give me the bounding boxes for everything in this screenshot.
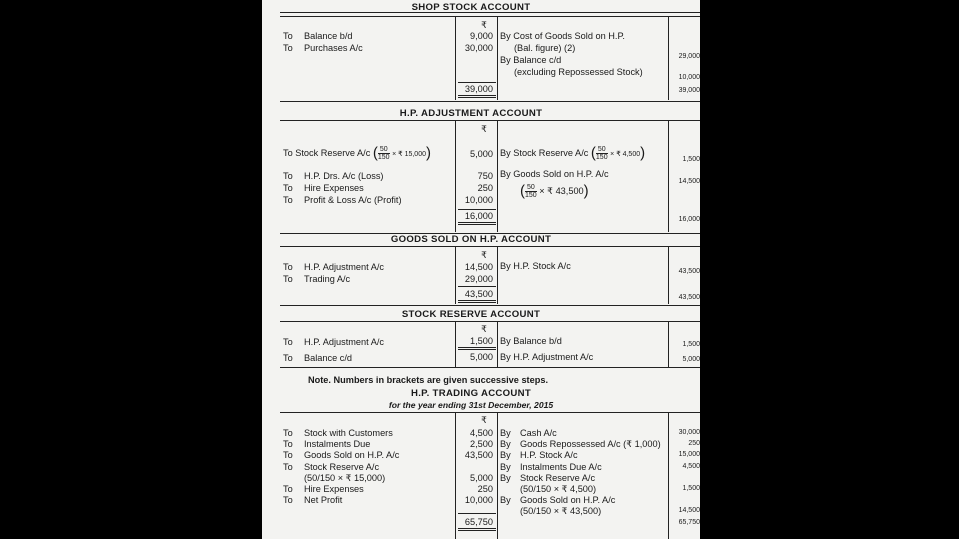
col-rule: [497, 16, 498, 100]
dr-particular: Balance b/d: [304, 31, 353, 41]
total: 65,750: [678, 519, 700, 526]
rule: [280, 120, 700, 121]
cr-by: By: [500, 450, 511, 461]
trading-title: H.P. TRADING ACCOUNT: [410, 388, 532, 399]
fraction-tail: × ₹ 43,500: [539, 186, 584, 196]
dr-particular: Purchases A/c: [304, 43, 363, 53]
rule: [280, 16, 700, 17]
dr-particular: [283, 145, 431, 163]
dr-to: To: [283, 262, 293, 272]
double-rule: [458, 528, 496, 531]
dr-amount: 250: [477, 484, 493, 494]
dr-to: To: [283, 171, 293, 181]
dr-amount: 5,000: [470, 352, 493, 362]
trading-subtitle: for the year ending 31st December, 2015: [388, 400, 554, 410]
cr-amount: 5,000: [682, 356, 700, 363]
rupee-symbol: ₹: [481, 324, 487, 334]
cr-amount: 15,000: [678, 451, 700, 459]
dr-to: To: [283, 43, 293, 53]
paren: ): [640, 144, 646, 162]
rule: [280, 305, 700, 306]
dr-amount: 10,000: [464, 195, 493, 205]
dr-to: To: [283, 439, 293, 450]
cr-particular: Goods Repossessed A/c (₹ 1,000): [520, 439, 661, 450]
cr-particular: (50/150 × ₹ 43,500): [520, 506, 602, 517]
cr-particular: By Balance b/d: [500, 336, 562, 346]
dr-amount: 43,500: [464, 450, 493, 461]
col-rule: [497, 120, 498, 232]
note-text: [308, 375, 548, 385]
rule: [280, 246, 700, 247]
dr-to: To: [283, 183, 293, 193]
paren: (: [590, 144, 596, 162]
dr-particular: H.P. Drs. A/c (Loss): [304, 171, 384, 181]
dr-amount: 250: [477, 183, 493, 193]
total: 16,000: [464, 211, 493, 221]
cr-amount: 10,000: [678, 74, 700, 81]
fraction: [596, 146, 608, 161]
stock-reserve-label: By Stock Reserve A/c: [500, 148, 589, 158]
paren: (: [520, 182, 525, 200]
dr-to: To: [283, 31, 293, 41]
dr-particular: Instalments Due: [304, 439, 371, 450]
dr-particular: H.P. Adjustment A/c: [304, 337, 385, 347]
dr-particular: Net Profit: [304, 495, 343, 506]
cr-particular: [520, 183, 589, 200]
cr-amount: 14,500: [678, 178, 700, 185]
cr-amount: 4,500: [682, 462, 700, 470]
hpadj-title: H.P. ADJUSTMENT ACCOUNT: [399, 108, 543, 119]
rupee-symbol: ₹: [481, 124, 487, 134]
dr-amount: 750: [477, 171, 493, 181]
rule: [280, 367, 700, 368]
total-rule: [458, 513, 496, 514]
dr-to: To: [283, 484, 293, 494]
rule: [280, 412, 700, 413]
cr-particular: By Goods Sold on H.P. A/c: [500, 169, 609, 179]
total-rule: [458, 82, 496, 83]
dr-particular: H.P. Adjustment A/c: [304, 262, 385, 272]
rule: [280, 101, 700, 102]
paren: ): [583, 182, 589, 200]
total: 39,000: [464, 84, 493, 94]
dr-to: To: [283, 428, 293, 438]
dr-amount: 1,500: [470, 336, 493, 346]
dr-particular: Stock Reserve A/c: [304, 461, 380, 472]
dr-to: To: [283, 450, 293, 461]
dr-amount: 30,000: [464, 43, 493, 53]
dr-to: To: [283, 274, 293, 284]
stock-reserve-label: To Stock Reserve A/c: [283, 148, 371, 158]
shop-title: SHOP STOCK ACCOUNT: [411, 2, 531, 13]
cr-particular: (excluding Repossessed Stock): [514, 67, 643, 77]
cr-particular: (50/150 × ₹ 4,500): [520, 484, 597, 494]
cr-particular: Cash A/c: [520, 428, 557, 438]
dr-particular: Hire Expenses: [304, 183, 364, 193]
col-rule: [497, 321, 498, 367]
cr-particular: [500, 145, 645, 163]
dr-particular: (50/150 × ₹ 15,000): [304, 472, 386, 483]
rupee-symbol: ₹: [481, 415, 487, 425]
cr-by: By: [500, 461, 511, 472]
fraction-den: 150: [377, 154, 390, 162]
dr-particular: Goods Sold on H.P. A/c: [304, 450, 400, 461]
cr-amount: 1,500: [682, 485, 700, 492]
fraction-num: 50: [526, 184, 535, 192]
dr-to: To: [283, 353, 293, 363]
cr-particular: By H.P. Adjustment A/c: [500, 352, 594, 362]
cr-amount: 30,000: [678, 429, 700, 436]
paren: (: [372, 144, 378, 162]
fraction: [525, 184, 537, 199]
total: 39,000: [678, 87, 700, 94]
cr-by: By: [500, 472, 511, 483]
dr-amount: 4,500: [470, 428, 493, 438]
dr-amount: 9,000: [470, 31, 493, 41]
cr-particular: (Bal. figure) (2): [514, 43, 576, 53]
fraction-tail: × ₹ 15,000: [392, 151, 426, 158]
col-rule: [497, 412, 498, 539]
rupee-symbol: ₹: [481, 250, 487, 260]
total-rule: [458, 209, 496, 210]
total: 65,750: [464, 517, 493, 527]
cr-amount: 250: [688, 440, 700, 448]
cr-amount: 1,500: [682, 156, 700, 163]
cr-by: By: [500, 428, 511, 438]
rupee-symbol: ₹: [481, 20, 487, 30]
dr-amount: 14,500: [464, 262, 493, 272]
dr-particular: Trading A/c: [304, 274, 351, 284]
total: 43,500: [678, 294, 700, 301]
total: 16,000: [678, 216, 700, 223]
double-rule: [458, 347, 496, 350]
cr-particular: Stock Reserve A/c: [520, 472, 596, 483]
book-page: [262, 0, 700, 539]
cr-particular: By Cost of Goods Sold on H.P.: [500, 31, 625, 41]
dr-amount: 5,000: [470, 472, 493, 483]
col-rule: [497, 246, 498, 304]
dr-particular: Profit & Loss A/c (Profit): [304, 195, 402, 205]
dr-to: To: [283, 495, 293, 506]
double-rule: [458, 300, 496, 303]
dr-particular: Stock with Customers: [304, 428, 393, 438]
total-rule: [458, 286, 496, 287]
rule: [280, 321, 700, 322]
dr-to: To: [283, 337, 293, 347]
fraction-den: 150: [525, 192, 537, 200]
cr-amount: 43,500: [678, 268, 700, 275]
double-rule: [458, 95, 496, 98]
gsold-title: GOODS SOLD ON H.P. ACCOUNT: [390, 234, 552, 245]
cr-particular: Instalments Due A/c: [520, 461, 602, 472]
cr-particular: Goods Sold on H.P. A/c: [520, 495, 616, 506]
cr-amount: 14,500: [678, 507, 700, 515]
total: 43,500: [464, 289, 493, 299]
fraction-den: 150: [595, 154, 608, 162]
double-rule: [458, 222, 496, 225]
cr-particular: By Balance c/d: [500, 55, 562, 65]
dr-amount: 2,500: [470, 439, 493, 450]
cr-by: By: [500, 439, 511, 450]
note-label: Note. Numbers in brackets are given successive steps.: [308, 375, 549, 385]
fraction-tail: × ₹ 4,500: [610, 151, 641, 158]
dr-amount: 5,000: [470, 149, 493, 159]
dr-amount: 10,000: [464, 495, 493, 506]
sreserve-title: STOCK RESERVE ACCOUNT: [401, 309, 541, 320]
fraction-num: 50: [597, 146, 606, 154]
cr-by: By: [500, 495, 511, 506]
dr-to: To: [283, 195, 293, 205]
fraction-num: 50: [379, 146, 388, 154]
cr-amount: 29,000: [678, 53, 700, 60]
cr-amount: 1,500: [682, 341, 700, 348]
dr-amount: 29,000: [464, 274, 493, 284]
dr-particular: Hire Expenses: [304, 484, 364, 494]
cr-particular: H.P. Stock A/c: [520, 450, 578, 461]
dr-particular: Balance c/d: [304, 353, 353, 363]
cr-particular: By H.P. Stock A/c: [500, 261, 571, 271]
fraction: [378, 146, 390, 161]
dr-to: To: [283, 461, 293, 472]
paren: ): [425, 144, 431, 162]
